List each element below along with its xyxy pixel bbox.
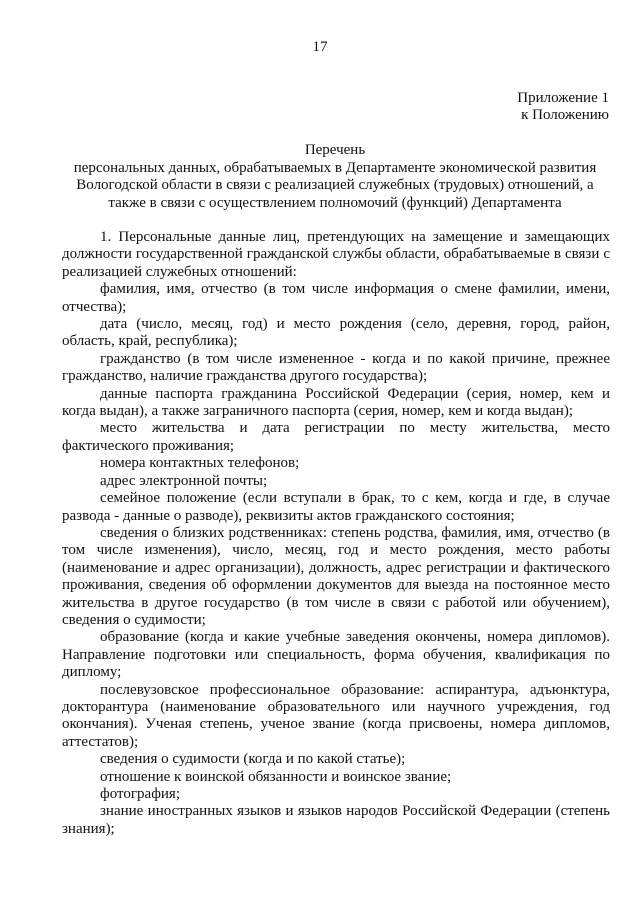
paragraph-email: адрес электронной почты; (100, 472, 268, 489)
document-body (62, 229, 610, 838)
paragraph-birth: дата (число, месяц, год) и место рождения (село, деревня, город, район, область, край, республика); (62, 316, 610, 350)
paragraph-citizenship: гражданство (в том числе измененное - когда и по какой причине, прежнее гражданство, наличие гражданства другого государства); (62, 350, 610, 385)
paragraph-military: отношение к воинской обязанности и воинское звание; (100, 768, 452, 785)
title-line-4: также в связи с осуществлением полномочий (функций) Департамента (108, 194, 562, 211)
paragraph-criminal-record: сведения о судимости (когда и по какой статье); (100, 751, 406, 768)
title-line-2: персональных данных, обрабатываемых в Департаменте экономической развития (73, 159, 597, 176)
paragraph-residence: место жительства и дата регистрации по месту жительства, место фактического проживания; (62, 420, 610, 454)
appendix-line-2: к Положению (521, 107, 609, 123)
page-number: 17 (312, 39, 328, 55)
appendix-line-1: Приложение 1 (517, 90, 609, 106)
paragraph-marital-status: семейное положение (если вступали в брак, то с кем, когда и где, в случае развода - данные о разводе), реквизиты актов гражданского состояния; (62, 490, 610, 524)
paragraph-full-name: фамилия, имя, отчество (в том числе информация о смене фамилии, имени, отчества); (62, 281, 610, 315)
document-title (60, 142, 610, 212)
paragraph-languages: знание иностранных языков и языков народов Российской Федерации (степень знания); (62, 803, 610, 837)
title-line-3: Вологодской области в связи с реализацией служебных (трудовых) отношений, а (76, 177, 594, 193)
title-line-1: Перечень (304, 142, 366, 158)
appendix-reference (517, 90, 609, 124)
paragraph-relatives: сведения о близких родственниках: степень родства, фамилия, имя, отчество (в том числе изменения), число, месяц, год и место рождения, место работы (наименование и адрес организации), должность, адрес регистрации и фактического проживания, сведения об оформлении документов для выезда на постоянное место жительства в другое государство (в том числе в связи с работой или обучением), сведения о судимости; (62, 524, 610, 628)
paragraph-phones: номера контактных телефонов; (100, 455, 300, 472)
paragraph-photo: фотография; (100, 786, 181, 802)
paragraph-passport: данные паспорта гражданина Российской Федерации (серия, номер, кем и когда выдан), а также заграничного паспорта (серия, номер, кем и когда выдан); (62, 385, 610, 420)
paragraph-education: образование (когда и какие учебные заведения окончены, номера дипломов). Направление подготовки или специальность, форма обучения, квалификация по диплому; (62, 629, 610, 681)
paragraph-postgraduate: послевузовское профессиональное образование: аспирантура, адъюнктура, докторантура (наименование образовательного или научного учреждения, год окончания). Ученая степень, ученое звание (когда присвоены, номера дипломов, аттестатов); (62, 681, 610, 750)
paragraph-section-1: 1. Персональные данные лиц, претендующих на замещение и замещающих должности государственной гражданской службы области, обрабатываемые в связи с реализацией служебных отношений: (62, 229, 610, 280)
